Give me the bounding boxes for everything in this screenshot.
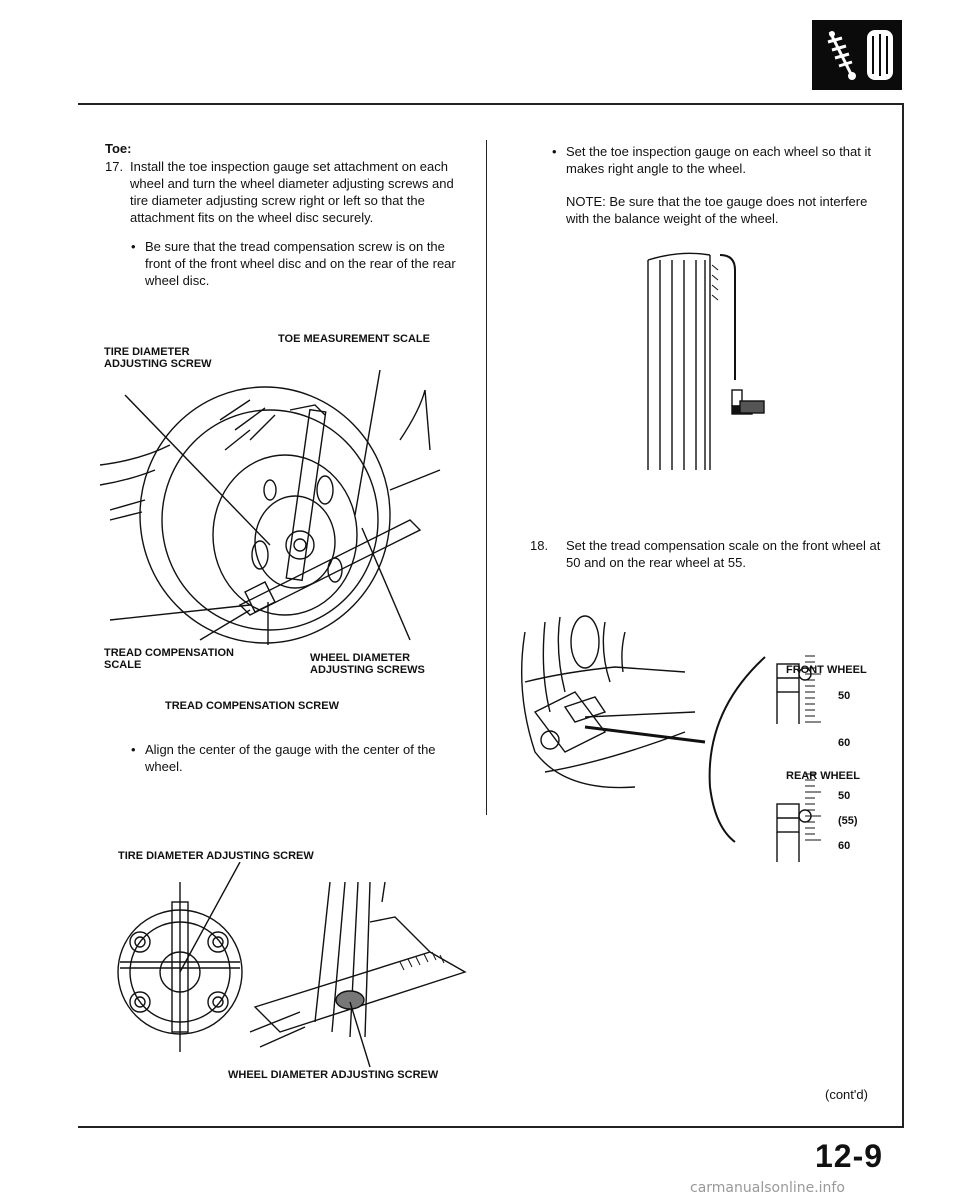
wheel-hub-gauge-illustration — [100, 862, 470, 1082]
continued-note: (cont'd) — [825, 1087, 868, 1102]
label-rear-wheel: REAR WHEEL — [786, 770, 860, 782]
step-17-text: Install the toe inspection gauge set attachment on each wheel and turn the wheel diameter adjusting screws and tire diameter adjusting screw right or left so that the attachment fits on the wheel disc securely. — [130, 159, 454, 225]
rear-scale-60: 60 — [838, 840, 851, 852]
label-tire-diameter-2: ADJUSTING SCREW — [104, 358, 212, 370]
rear-scale-50: 50 — [838, 790, 851, 802]
label-wheel-diameter-screw: WHEEL DIAMETER ADJUSTING SCREW — [228, 1069, 439, 1081]
bullet-tread-screw-position: • Be sure that the tread compensation screw is on the front of the front wheel disc and on the rear of the rear wheel disc. — [145, 238, 465, 289]
wheel-gauge-illustration — [100, 370, 470, 645]
watermark: carmanualsonline.info — [690, 1180, 845, 1196]
label-tread-compensation-scale-2: SCALE — [104, 659, 142, 671]
step-18-text: Set the tread compensation scale on the front wheel at 50 and on the rear wheel at 55. — [566, 538, 881, 570]
rear-scale-55: (55) — [838, 815, 858, 827]
tread-scale-illustration — [505, 612, 885, 882]
front-scale-60: 60 — [838, 737, 851, 749]
front-scale-50: 50 — [838, 690, 851, 702]
label-tread-compensation-scale-1: TREAD COMPENSATION — [104, 647, 234, 659]
note-balance-weight: NOTE: Be sure that the toe gauge does not interfere with the balance weight of the wheel. — [566, 194, 868, 226]
step-17-number: 17. — [105, 159, 124, 174]
label-tread-compensation-screw: TREAD COMPENSATION SCREW — [165, 700, 339, 712]
label-wheel-diameter-screws-2: ADJUSTING SCREWS — [310, 664, 425, 676]
column-divider — [486, 140, 487, 815]
label-toe-measurement-scale: TOE MEASUREMENT SCALE — [278, 333, 430, 345]
wheel-side-gauge-illustration — [640, 250, 780, 475]
suspension-section-icon — [812, 20, 902, 90]
label-tire-diameter-screw: TIRE DIAMETER ADJUSTING SCREW — [118, 850, 314, 862]
label-front-wheel: FRONT WHEEL — [786, 664, 867, 676]
label-tire-diameter-1: TIRE DIAMETER — [104, 346, 190, 358]
bullet-align-gauge-center: • Align the center of the gauge with the center of the wheel. — [145, 741, 465, 775]
bullet-right-angle: • Set the toe inspection gauge on each wheel so that it makes right angle to the wheel. — [566, 143, 886, 177]
top-rule — [78, 103, 904, 105]
page-number: 12-9 — [815, 1138, 884, 1174]
bottom-rule — [78, 1126, 904, 1128]
right-rule — [902, 103, 904, 1128]
section-heading-toe: Toe: — [105, 141, 132, 156]
step-18-number: 18. — [530, 538, 549, 553]
label-wheel-diameter-screws-1: WHEEL DIAMETER — [310, 652, 411, 664]
